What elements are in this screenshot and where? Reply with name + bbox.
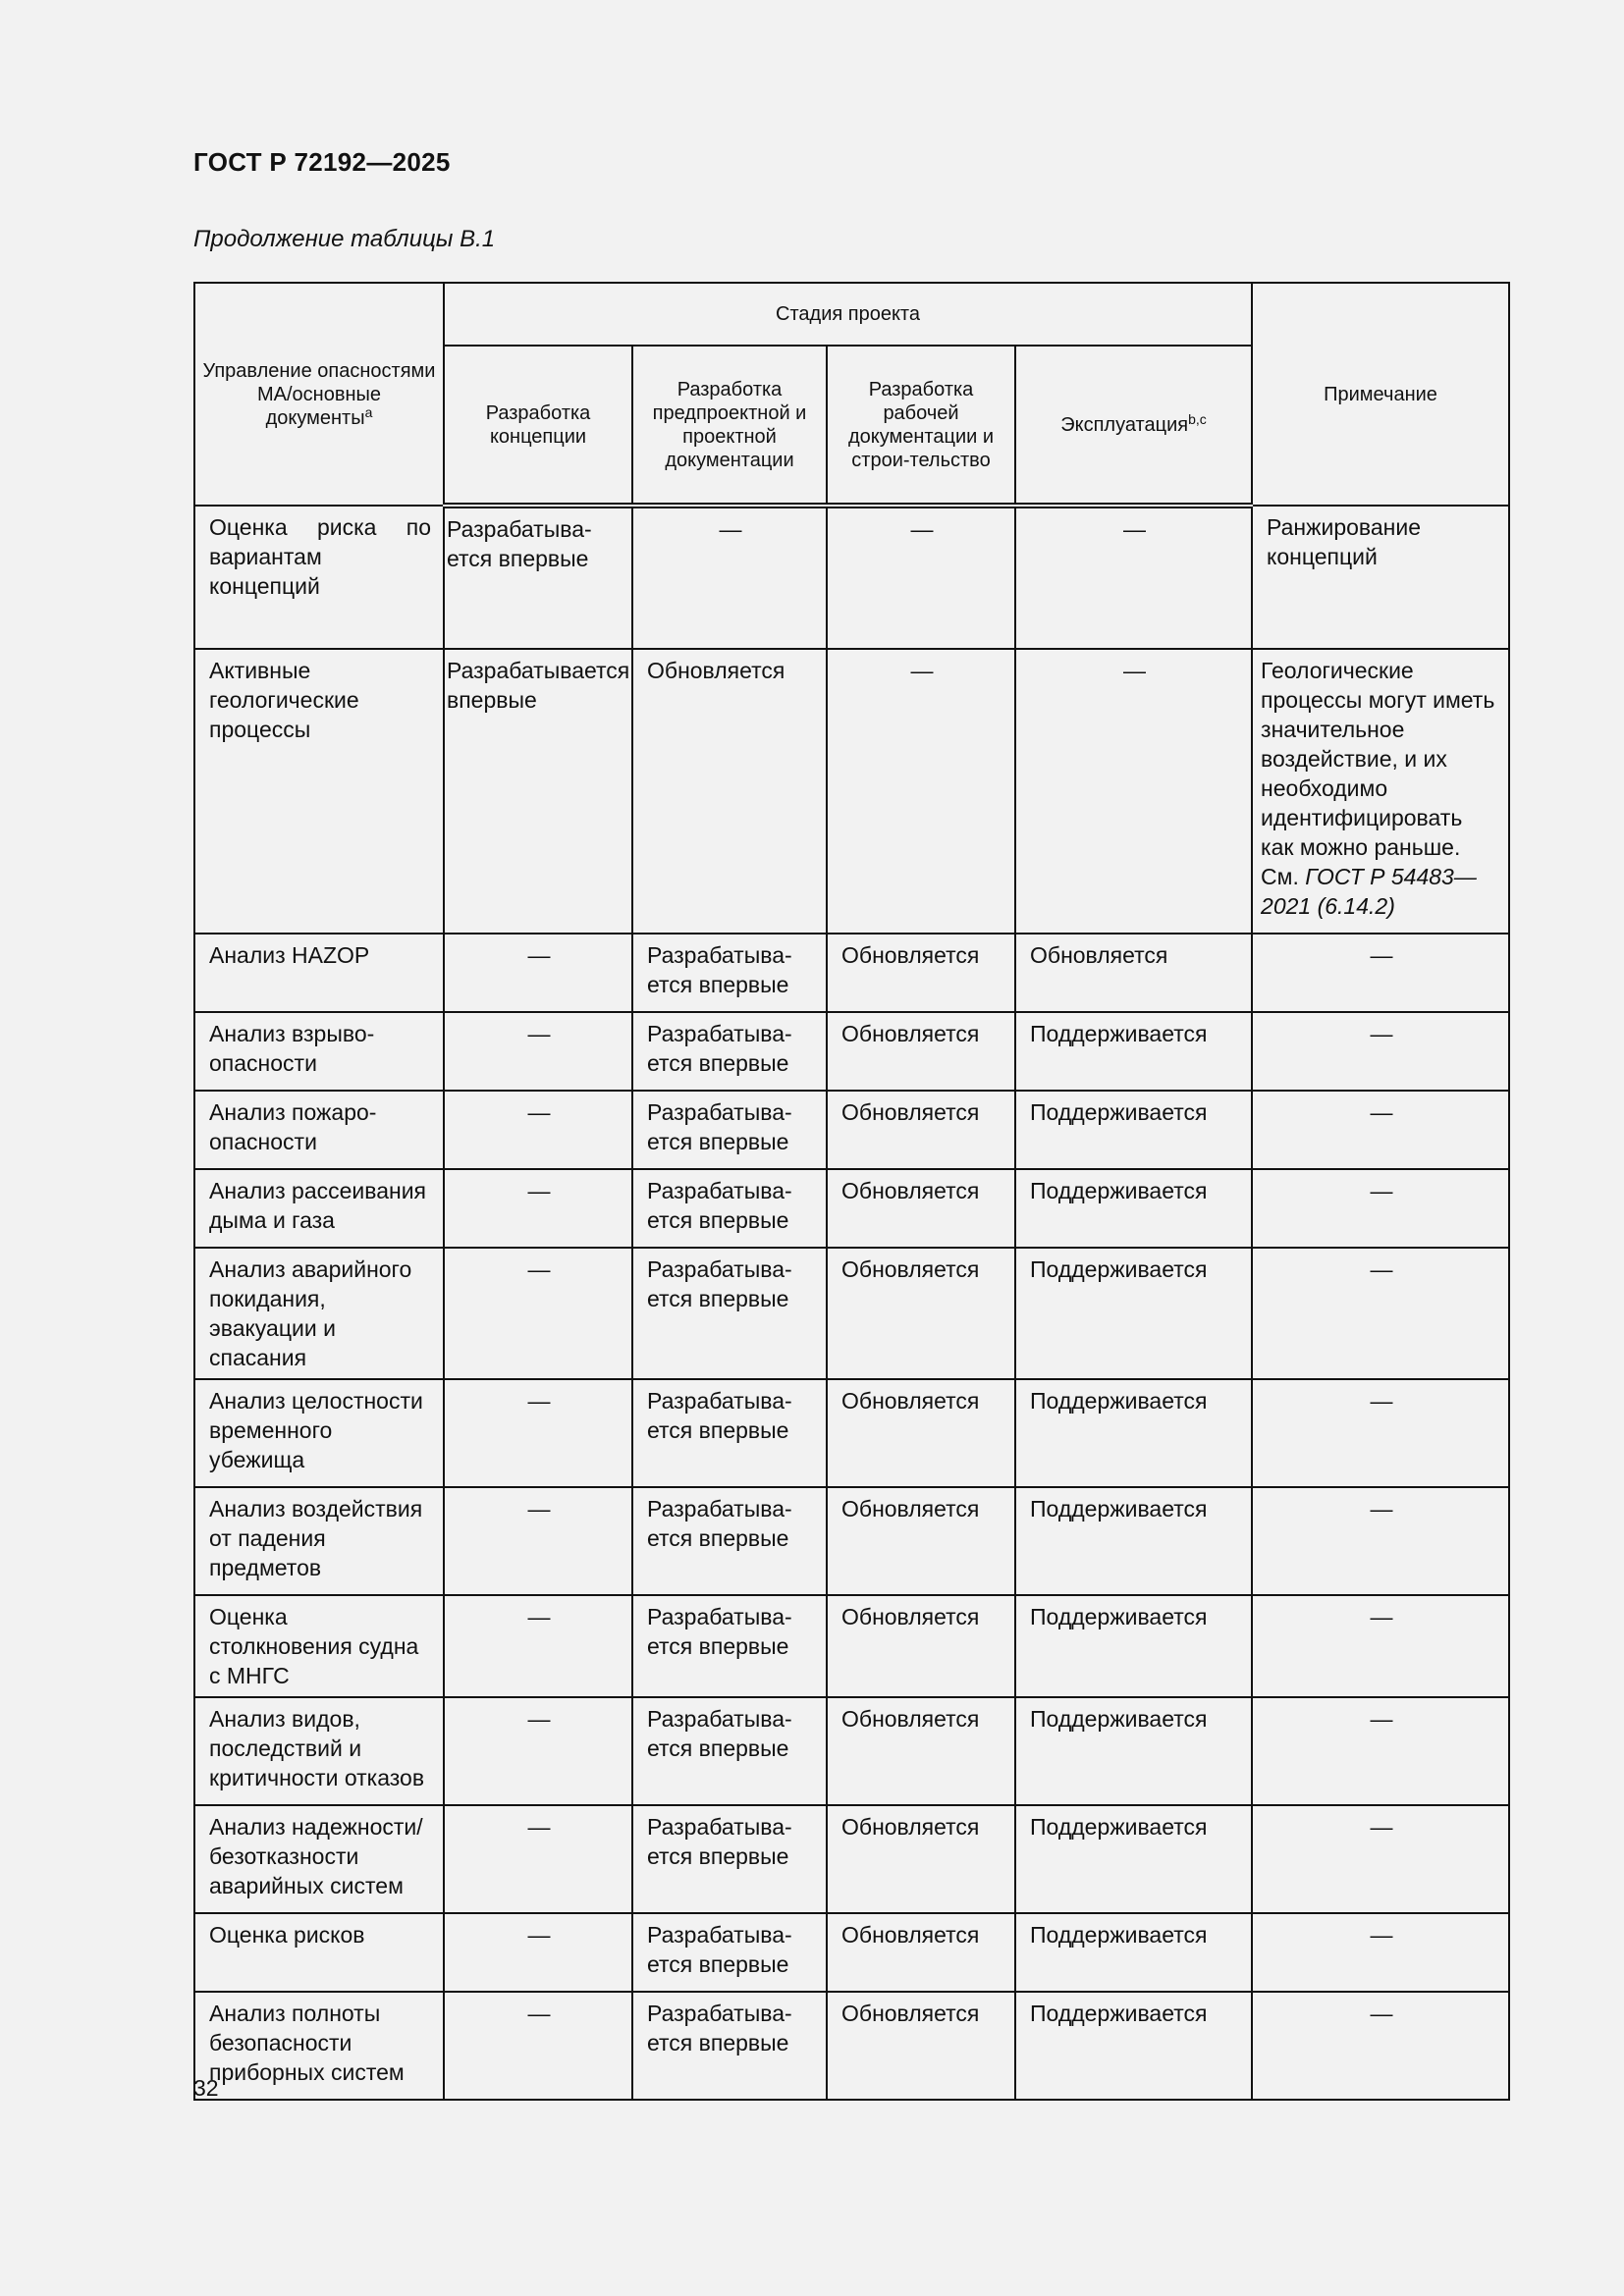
note-text: — <box>1370 942 1393 968</box>
cell-note <box>1252 649 1509 934</box>
note-text: — <box>1370 1814 1393 1840</box>
cell-concept: — <box>444 934 632 1012</box>
table-row <box>194 1012 1509 1091</box>
cell-hazard-item: Анализ аварийного покидания, эвакуации и спасания <box>194 1248 444 1379</box>
cell-design: Разрабатыва-ется впервые <box>632 1091 827 1169</box>
cell-concept: — <box>444 1248 632 1379</box>
table-row <box>194 1487 1509 1595</box>
cell-design: Разрабатыва-ется впервые <box>632 934 827 1012</box>
note-text: — <box>1370 1922 1393 1948</box>
cell-note <box>1252 1805 1509 1913</box>
cell-concept: Разрабатыва-ется впервые <box>444 506 632 649</box>
cell-note <box>1252 1697 1509 1805</box>
cell-hazard-item: Оценка рисков <box>194 1913 444 1992</box>
cell-design: Разрабатыва-ется впервые <box>632 1697 827 1805</box>
cell-concept: — <box>444 1012 632 1091</box>
table-row <box>194 1595 1509 1697</box>
risk-documents-table <box>193 282 1510 2101</box>
col-operation-header: Эксплуатация$^{b,c}$ <box>1015 346 1252 506</box>
cell-working-docs: Обновляется <box>827 1913 1015 1992</box>
table-row <box>194 934 1509 1012</box>
cell-working-docs: Обновляется <box>827 1091 1015 1169</box>
cell-operation: — <box>1015 649 1252 934</box>
note-text: — <box>1370 1604 1393 1629</box>
cell-working-docs: Обновляется <box>827 1595 1015 1697</box>
note-text: — <box>1370 1099 1393 1125</box>
table-row <box>194 1091 1509 1169</box>
cell-concept: — <box>444 1595 632 1697</box>
cell-working-docs: Обновляется <box>827 1992 1015 2100</box>
cell-concept: — <box>444 1913 632 1992</box>
cell-hazard-item: Анализ видов, последствий и критичности отказов <box>194 1697 444 1805</box>
cell-concept: — <box>444 1805 632 1913</box>
cell-note <box>1252 1012 1509 1091</box>
cell-note <box>1252 1091 1509 1169</box>
table-row <box>194 1805 1509 1913</box>
cell-working-docs: Обновляется <box>827 1379 1015 1487</box>
cell-note <box>1252 1379 1509 1487</box>
cell-operation: Поддерживается <box>1015 1992 1252 2100</box>
cell-hazard-item: Анализ целостности временного убежища <box>194 1379 444 1487</box>
cell-note <box>1252 1913 1509 1992</box>
note-text: — <box>1370 2001 1393 2026</box>
cell-operation: Поддерживается <box>1015 1913 1252 1992</box>
cell-note <box>1252 1992 1509 2100</box>
cell-working-docs: — <box>827 506 1015 649</box>
cell-concept: — <box>444 1992 632 2100</box>
cell-working-docs: Обновляется <box>827 1248 1015 1379</box>
table-row <box>194 506 1509 649</box>
cell-operation: Поддерживается <box>1015 1091 1252 1169</box>
cell-operation: Поддерживается <box>1015 1248 1252 1379</box>
cell-operation: Поддерживается <box>1015 1012 1252 1091</box>
cell-hazard-item: Оценка столкновения судна с МНГС <box>194 1595 444 1697</box>
note-text: — <box>1370 1021 1393 1046</box>
cell-hazard-item: Оценка риска по вариантам концепций <box>194 506 444 649</box>
cell-hazard-item: Анализ надежности/безотказности аварийных систем <box>194 1805 444 1913</box>
cell-hazard-item: Анализ HAZOP <box>194 934 444 1012</box>
cell-hazard-item: Анализ воздействия от падения предметов <box>194 1487 444 1595</box>
cell-design: Разрабатыва-ется впервые <box>632 1595 827 1697</box>
cell-hazard-item: Анализ полноты безопасности приборных систем <box>194 1992 444 2100</box>
table-body <box>194 506 1509 2100</box>
cell-design: Разрабатыва-ется впервые <box>632 1379 827 1487</box>
note-text: Геологические процессы могут иметь значительное воздействие, и их необходимо идентифицировать как можно раньше. См. <box>1261 658 1495 889</box>
table-row <box>194 1913 1509 1992</box>
cell-working-docs: Обновляется <box>827 934 1015 1012</box>
cell-working-docs: — <box>827 649 1015 934</box>
note-reference: ГОСТ Р 54483—2021 (6.14.2) <box>1261 864 1477 919</box>
cell-design: Разрабатыва-ется впервые <box>632 1913 827 1992</box>
cell-design: Разрабатыва-ется впервые <box>632 1487 827 1595</box>
table-row <box>194 1169 1509 1248</box>
cell-design: Разрабатыва-ется впервые <box>632 1012 827 1091</box>
table-caption: Продолжение таблицы В.1 <box>193 226 496 252</box>
cell-design: — <box>632 506 827 649</box>
cell-working-docs: Обновляется <box>827 1169 1015 1248</box>
cell-working-docs: Обновляется <box>827 1487 1015 1595</box>
note-text: — <box>1370 1496 1393 1522</box>
cell-design: Разрабатыва-ется впервые <box>632 1992 827 2100</box>
cell-design: Разрабатыва-ется впервые <box>632 1169 827 1248</box>
col-concept-header: Разработка концепции <box>444 346 632 506</box>
cell-concept: — <box>444 1379 632 1487</box>
page-number: 32 <box>193 2075 219 2101</box>
cell-note <box>1252 1487 1509 1595</box>
cell-note <box>1252 1169 1509 1248</box>
cell-operation: Поддерживается <box>1015 1697 1252 1805</box>
cell-operation: Обновляется <box>1015 934 1252 1012</box>
note-text: — <box>1370 1256 1393 1282</box>
table-row <box>194 649 1509 934</box>
col-design-header: Разработка предпроектной и проектной документации <box>632 346 827 506</box>
cell-operation: Поддерживается <box>1015 1379 1252 1487</box>
table-row <box>194 1992 1509 2100</box>
cell-note <box>1252 934 1509 1012</box>
table-row <box>194 1697 1509 1805</box>
note-text: — <box>1370 1706 1393 1732</box>
cell-note <box>1252 1595 1509 1697</box>
cell-concept: — <box>444 1697 632 1805</box>
cell-design: Разрабатыва-ется впервые <box>632 1248 827 1379</box>
cell-working-docs: Обновляется <box>827 1805 1015 1913</box>
cell-concept: Разрабатывается впервые <box>444 649 632 934</box>
cell-concept: — <box>444 1091 632 1169</box>
note-text: Ранжирование концепций <box>1267 514 1422 569</box>
cell-operation: Поддерживается <box>1015 1595 1252 1697</box>
table-row <box>194 1248 1509 1379</box>
cell-hazard-item: Анализ рассеивания дыма и газа <box>194 1169 444 1248</box>
col-note-header: Примечание <box>1252 283 1509 506</box>
cell-hazard-item: Активные геологические процессы <box>194 649 444 934</box>
note-text: — <box>1370 1178 1393 1203</box>
col-working-docs-header: Разработка рабочей документации и строи-тельство <box>827 346 1015 506</box>
cell-design: Обновляется <box>632 649 827 934</box>
cell-hazard-item: Анализ взрыво-опасности <box>194 1012 444 1091</box>
cell-working-docs: Обновляется <box>827 1012 1015 1091</box>
cell-note <box>1252 1248 1509 1379</box>
cell-operation: Поддерживается <box>1015 1487 1252 1595</box>
note-text: — <box>1370 1388 1393 1414</box>
cell-concept: — <box>444 1169 632 1248</box>
cell-operation: Поддерживается <box>1015 1805 1252 1913</box>
cell-concept: — <box>444 1487 632 1595</box>
cell-operation: Поддерживается <box>1015 1169 1252 1248</box>
cell-design: Разрабатыва-ется впервые <box>632 1805 827 1913</box>
cell-hazard-item: Анализ пожаро-опасности <box>194 1091 444 1169</box>
header-row <box>194 283 1509 346</box>
cell-working-docs: Обновляется <box>827 1697 1015 1805</box>
cell-operation: — <box>1015 506 1252 649</box>
table-row <box>194 1379 1509 1487</box>
cell-note <box>1252 506 1509 649</box>
stage-group-header: Стадия проекта <box>444 283 1252 346</box>
document-id: ГОСТ Р 72192—2025 <box>193 147 451 177</box>
col-hazard-management-header: Управление опасностями МА/основные документы$^a$ <box>194 283 444 506</box>
